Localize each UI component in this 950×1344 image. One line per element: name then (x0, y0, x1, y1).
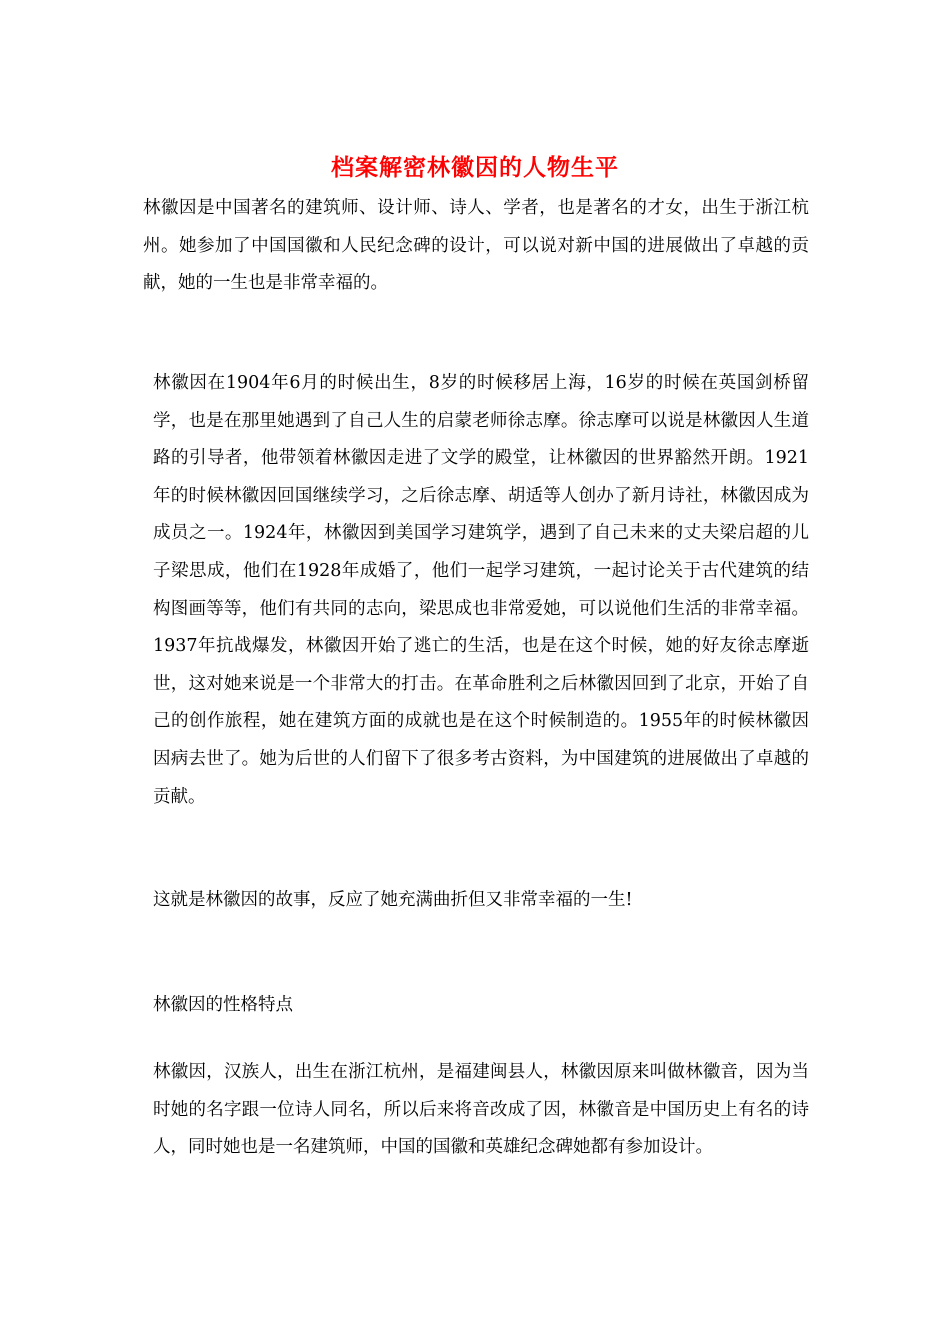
paragraph-personality: 林徽因，汉族人，出生在浙江杭州，是福建闽县人，林徽因原来叫做林徽音，因为当时她的名字跟一位诗人同名，所以后来将音改成了因，林徽音是中国历史上有名的诗人，同时她也是一名建筑师，中国的国徽和英雄纪念碑她都有参加设计。 (153, 1062, 809, 1158)
section-heading-personality: 林徽因的性格特点 (153, 995, 293, 1015)
paragraph-biography: 林徽因在1904年6月的时候出生，8岁的时候移居上海，16岁的时候在英国剑桥留学，也是在那里她遇到了自己人生的启蒙老师徐志摩。徐志摩可以说是林徽因人生道路的引导者，他带领着林徽因走进了文学的殿堂，让林徽因的世界豁然开朗。1921年的时候林徽因回国继续学习，之后徐志摩、胡适等人创办了新月诗社，林徽因成为成员之一。1924年，林徽因到美国学习建筑学，遇到了自己未来的丈夫梁启超的儿子梁思成，他们在1928年成婚了，他们一起学习建筑，一起讨论关于古代建筑的结构图画等等，他们有共同的志向，梁思成也非常爱她，可以说他们生活的非常幸福。1937年抗战爆发，林徽因开始了逃亡的生活，也是在这个时候，她的好友徐志摩逝世，这对她来说是一个非常大的打击。在革命胜利之后林徽因回到了北京，开始了自己的创作旅程，她在建筑方面的成就也是在这个时候制造的。1955年的时候林徽因因病去世了。她为后世的人们留下了很多考古资料，为中国建筑的进展做出了卓越的贡献。 (153, 373, 809, 807)
paragraph-summary: 这就是林徽因的故事，反应了她充满曲折但又非常幸福的一生! (153, 890, 633, 910)
document-title: 档案解密林徽因的人物生平 (331, 154, 619, 181)
paragraph-intro: 林徽因是中国著名的建筑师、设计师、诗人、学者，也是著名的才女，出生于浙江杭州。她参加了中国国徽和人民纪念碑的设计，可以说对新中国的进展做出了卓越的贡献，她的一生也是非常幸福的。 (143, 198, 809, 294)
